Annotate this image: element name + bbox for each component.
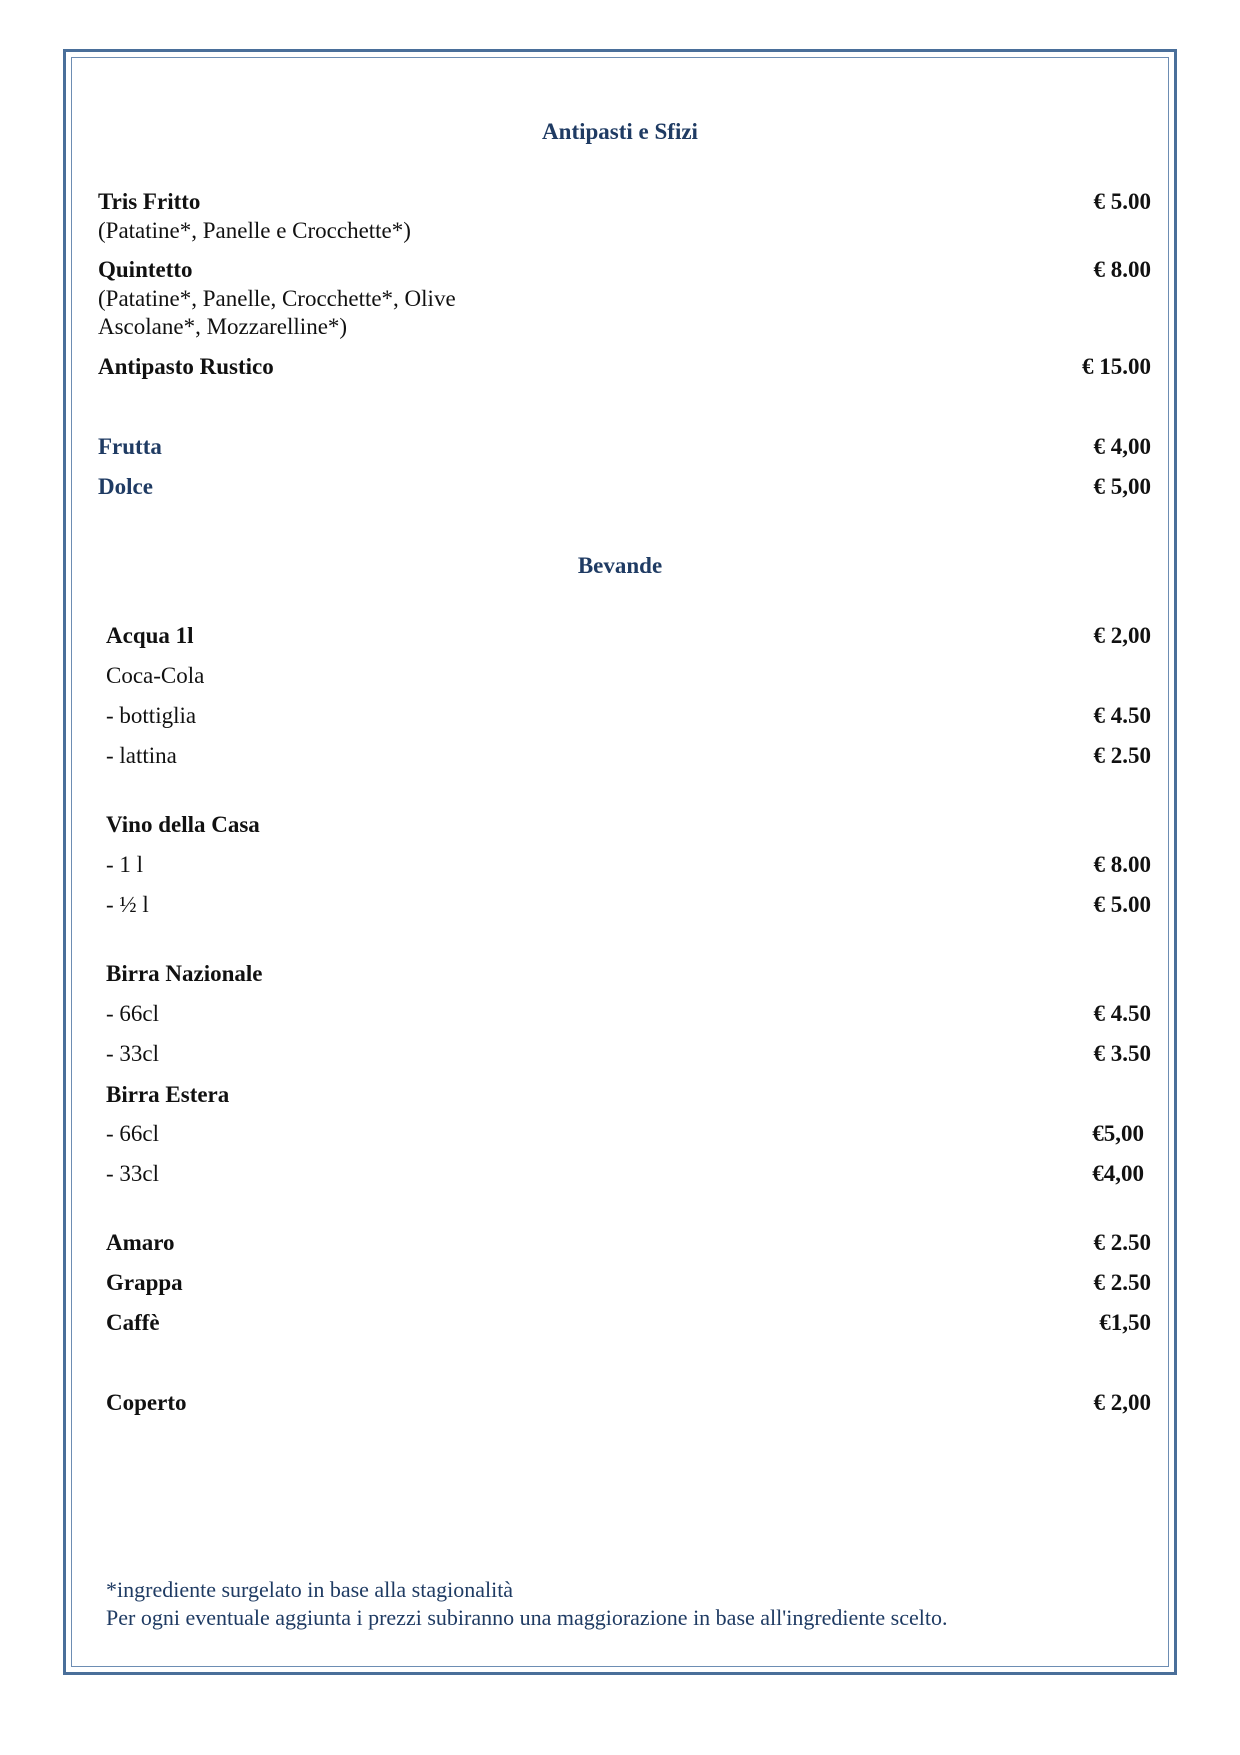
item-price-antipasto-rustico: € 15.00 [1082, 354, 1151, 379]
item-price-coca-bottiglia: € 4.50 [1093, 703, 1151, 728]
item-name-grappa: Grappa [106, 1270, 183, 1295]
section-title-bevande: Bevande [577, 553, 663, 578]
item-price-grappa: € 2.50 [1093, 1270, 1151, 1295]
item-variant-birra-naz-66: - 66cl [106, 1001, 160, 1026]
item-price-caffe: €1,50 [1099, 1310, 1151, 1335]
item-variant-birra-naz-33: - 33cl [106, 1041, 160, 1066]
item-name-frutta: Frutta [98, 434, 162, 459]
item-variant-vino-half: - ½ l [106, 892, 149, 917]
item-name-caffe: Caffè [106, 1310, 160, 1335]
item-price-dolce: € 5,00 [1093, 474, 1151, 499]
item-price-frutta: € 4,00 [1093, 434, 1151, 459]
item-name-acqua: Acqua 1l [106, 623, 194, 648]
item-price-acqua: € 2,00 [1093, 623, 1151, 648]
footnote-frozen: *ingrediente surgelato in base alla stagionalità [106, 1577, 514, 1602]
footnote-surcharge: Per ogni eventuale aggiunta i prezzi subiranno una maggiorazione in base all'ingrediente scelto. [106, 1605, 948, 1630]
item-variant-birra-est-33: - 33cl [106, 1161, 160, 1186]
item-price-coca-lattina: € 2.50 [1093, 743, 1151, 768]
item-variant-vino-1l: - 1 l [106, 852, 144, 877]
item-price-birra-naz-33: € 3.50 [1093, 1041, 1151, 1066]
section-title-antipasti: Antipasti e Sfizi [542, 119, 698, 144]
item-price-birra-est-66: €5,00 [1092, 1121, 1144, 1146]
item-desc-tris-fritto: (Patatine*, Panelle e Crocchette*) [98, 218, 411, 243]
item-name-birra-estera: Birra Estera [106, 1082, 230, 1107]
item-desc-quintetto-line1: (Patatine*, Panelle, Crocchette*, Olive [98, 286, 456, 311]
item-price-tris-fritto: € 5.00 [1093, 189, 1151, 214]
item-name-coperto: Coperto [106, 1390, 187, 1415]
item-price-birra-naz-66: € 4.50 [1093, 1001, 1151, 1026]
item-name-tris-fritto: Tris Fritto [98, 189, 201, 214]
item-price-amaro: € 2.50 [1093, 1230, 1151, 1255]
item-price-vino-half: € 5.00 [1093, 892, 1151, 917]
item-name-vino: Vino della Casa [106, 812, 260, 837]
item-price-birra-est-33: €4,00 [1092, 1161, 1144, 1186]
item-price-coperto: € 2,00 [1093, 1390, 1151, 1415]
item-name-birra-nazionale: Birra Nazionale [106, 961, 263, 986]
item-desc-quintetto-line2: Ascolane*, Mozzarelline*) [98, 314, 348, 339]
item-variant-coca-bottiglia: - bottiglia [106, 703, 197, 728]
item-name-amaro: Amaro [106, 1230, 175, 1255]
item-price-quintetto: € 8.00 [1093, 257, 1151, 282]
item-name-quintetto: Quintetto [98, 257, 193, 282]
item-variant-birra-est-66: - 66cl [106, 1121, 160, 1146]
item-variant-coca-lattina: - lattina [106, 743, 177, 768]
item-name-dolce: Dolce [98, 474, 153, 499]
item-name-antipasto-rustico: Antipasto Rustico [98, 354, 274, 379]
item-price-vino-1l: € 8.00 [1093, 852, 1151, 877]
item-name-coca-cola: Coca-Cola [106, 663, 205, 688]
